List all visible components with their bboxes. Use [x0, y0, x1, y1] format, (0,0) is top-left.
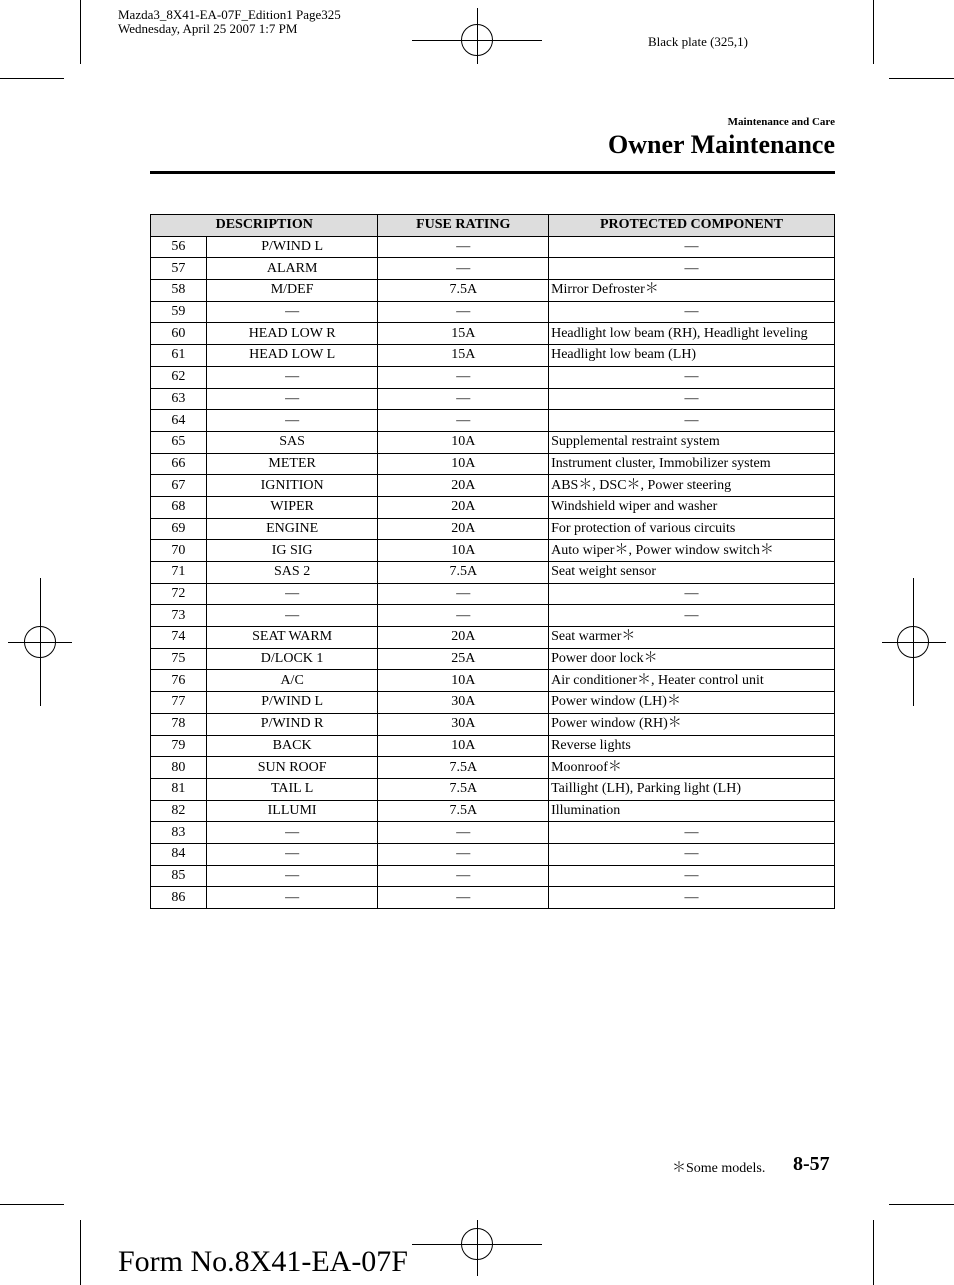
description-cell: WIPER — [206, 496, 378, 518]
fuse-table-body — [151, 236, 835, 908]
description-cell: SEAT WARM — [206, 627, 378, 649]
protected-component-cell: — — [549, 258, 835, 280]
table-row — [151, 388, 835, 410]
page-title: Owner Maintenance — [608, 130, 835, 159]
description-cell: — — [206, 410, 378, 432]
fuse-number-cell: 74 — [151, 627, 207, 649]
protected-component-cell: ABS＊, DSC＊, Power steering — [549, 475, 835, 497]
fuse-number-cell: 78 — [151, 713, 207, 735]
protected-component-cell: Seat warmer＊ — [549, 627, 835, 649]
protected-component-cell: — — [549, 410, 835, 432]
crop-mark — [0, 78, 64, 79]
fuse-number-cell: 68 — [151, 496, 207, 518]
protected-component-cell: Mirror Defroster＊ — [549, 280, 835, 302]
fuse-number-cell: 76 — [151, 670, 207, 692]
description-cell: IG SIG — [206, 540, 378, 562]
fuse-rating-cell: 10A — [378, 670, 549, 692]
protected-component-cell: — — [549, 843, 835, 865]
protected-component-cell: Supplemental restraint system — [549, 431, 835, 453]
crop-mark — [80, 0, 81, 64]
protected-component-cell: Power window (LH)＊ — [549, 692, 835, 714]
protected-component-cell: — — [549, 236, 835, 258]
table-row — [151, 496, 835, 518]
table-row — [151, 410, 835, 432]
fuse-rating-cell: 20A — [378, 627, 549, 649]
protected-component-cell: Power window (RH)＊ — [549, 713, 835, 735]
table-row — [151, 865, 835, 887]
table-row — [151, 323, 835, 345]
description-cell: — — [206, 301, 378, 323]
description-cell: A/C — [206, 670, 378, 692]
description-cell: HEAD LOW L — [206, 345, 378, 367]
protected-component-cell: — — [549, 366, 835, 388]
description-cell: M/DEF — [206, 280, 378, 302]
fuse-rating-cell: 25A — [378, 648, 549, 670]
table-row — [151, 843, 835, 865]
fuse-rating-cell: — — [378, 258, 549, 280]
protected-component-cell: — — [549, 388, 835, 410]
fuse-rating-cell: — — [378, 301, 549, 323]
title-rule — [150, 171, 835, 174]
fuse-rating-cell: 20A — [378, 475, 549, 497]
fuse-number-cell: 70 — [151, 540, 207, 562]
fuse-number-cell: 56 — [151, 236, 207, 258]
protected-component-cell: — — [549, 887, 835, 909]
table-row — [151, 562, 835, 584]
fuse-number-cell: 66 — [151, 453, 207, 475]
protected-component-cell: — — [549, 822, 835, 844]
fuse-number-cell: 73 — [151, 605, 207, 627]
footnote: ＊Some models. — [672, 1161, 766, 1176]
registration-mark — [461, 24, 493, 56]
table-row — [151, 301, 835, 323]
fuse-number-cell: 79 — [151, 735, 207, 757]
protected-component-cell: — — [549, 583, 835, 605]
fuse-rating-cell: — — [378, 366, 549, 388]
fuse-number-cell: 58 — [151, 280, 207, 302]
fuse-rating-cell: 7.5A — [378, 800, 549, 822]
table-row — [151, 236, 835, 258]
protected-component-cell: — — [549, 865, 835, 887]
table-row — [151, 757, 835, 779]
column-header-description: DESCRIPTION — [151, 215, 378, 237]
fuse-number-cell: 60 — [151, 323, 207, 345]
fuse-rating-cell: 15A — [378, 323, 549, 345]
protected-component-cell: Windshield wiper and washer — [549, 496, 835, 518]
table-header-row — [151, 215, 835, 237]
description-cell: — — [206, 388, 378, 410]
fuse-rating-cell: — — [378, 865, 549, 887]
print-meta-line-1: Mazda3_8X41-EA-07F_Edition1 Page325 — [118, 7, 341, 22]
fuse-number-cell: 61 — [151, 345, 207, 367]
fuse-number-cell: 72 — [151, 583, 207, 605]
table-row — [151, 475, 835, 497]
fuse-number-cell: 84 — [151, 843, 207, 865]
table-row — [151, 366, 835, 388]
crop-mark — [889, 1204, 954, 1205]
fuse-rating-cell: — — [378, 887, 549, 909]
column-header-protected-component: PROTECTED COMPONENT — [549, 215, 835, 237]
protected-component-cell: Illumination — [549, 800, 835, 822]
description-cell: P/WIND L — [206, 692, 378, 714]
fuse-number-cell: 57 — [151, 258, 207, 280]
fuse-rating-cell: 20A — [378, 496, 549, 518]
fuse-number-cell: 80 — [151, 757, 207, 779]
fuse-rating-cell: — — [378, 843, 549, 865]
description-cell: — — [206, 822, 378, 844]
fuse-rating-cell: — — [378, 583, 549, 605]
table-row — [151, 822, 835, 844]
protected-component-cell: Moonroof＊ — [549, 757, 835, 779]
fuse-number-cell: 82 — [151, 800, 207, 822]
fuse-rating-cell: 30A — [378, 713, 549, 735]
description-cell: METER — [206, 453, 378, 475]
fuse-rating-cell: — — [378, 388, 549, 410]
fuse-number-cell: 81 — [151, 778, 207, 800]
fuse-number-cell: 86 — [151, 887, 207, 909]
registration-mark — [24, 626, 56, 658]
table-row — [151, 518, 835, 540]
registration-mark — [461, 1228, 493, 1260]
table-row — [151, 453, 835, 475]
plate-label: Black plate (325,1) — [648, 34, 748, 49]
table-row — [151, 540, 835, 562]
table-row — [151, 345, 835, 367]
description-cell: ALARM — [206, 258, 378, 280]
registration-mark — [897, 626, 929, 658]
table-row — [151, 778, 835, 800]
protected-component-cell: — — [549, 605, 835, 627]
table-row — [151, 692, 835, 714]
page-number: 8-57 — [793, 1153, 830, 1175]
fuse-rating-cell: — — [378, 605, 549, 627]
fuse-rating-cell: — — [378, 236, 549, 258]
description-cell: TAIL L — [206, 778, 378, 800]
table-row — [151, 605, 835, 627]
table-row — [151, 583, 835, 605]
table-row — [151, 800, 835, 822]
fuse-rating-cell: 7.5A — [378, 757, 549, 779]
form-number: Form No.8X41-EA-07F — [118, 1245, 408, 1278]
table-row — [151, 670, 835, 692]
print-meta — [118, 8, 341, 36]
description-cell: — — [206, 366, 378, 388]
fuse-rating-cell: 15A — [378, 345, 549, 367]
description-cell: SAS — [206, 431, 378, 453]
description-cell: P/WIND R — [206, 713, 378, 735]
fuse-number-cell: 75 — [151, 648, 207, 670]
fuse-number-cell: 71 — [151, 562, 207, 584]
description-cell: SUN ROOF — [206, 757, 378, 779]
crop-mark — [889, 78, 954, 79]
protected-component-cell: Instrument cluster, Immobilizer system — [549, 453, 835, 475]
fuse-number-cell: 63 — [151, 388, 207, 410]
description-cell: P/WIND L — [206, 236, 378, 258]
description-cell: ILLUMI — [206, 800, 378, 822]
description-cell: — — [206, 843, 378, 865]
table-row — [151, 887, 835, 909]
fuse-rating-cell: 7.5A — [378, 562, 549, 584]
fuse-table — [150, 214, 835, 909]
protected-component-cell: Headlight low beam (LH) — [549, 345, 835, 367]
fuse-rating-cell: 10A — [378, 735, 549, 757]
protected-component-cell: Reverse lights — [549, 735, 835, 757]
description-cell: — — [206, 865, 378, 887]
fuse-number-cell: 67 — [151, 475, 207, 497]
table-row — [151, 627, 835, 649]
column-header-fuse-rating: FUSE RATING — [378, 215, 549, 237]
section-title: Maintenance and Care — [727, 116, 835, 128]
fuse-rating-cell: — — [378, 410, 549, 432]
fuse-number-cell: 65 — [151, 431, 207, 453]
fuse-rating-cell: — — [378, 822, 549, 844]
fuse-rating-cell: 7.5A — [378, 778, 549, 800]
crop-mark — [0, 1204, 64, 1205]
fuse-rating-cell: 10A — [378, 431, 549, 453]
fuse-rating-cell: 30A — [378, 692, 549, 714]
table-row — [151, 280, 835, 302]
description-cell: IGNITION — [206, 475, 378, 497]
fuse-number-cell: 64 — [151, 410, 207, 432]
protected-component-cell: Power door lock＊ — [549, 648, 835, 670]
protected-component-cell: Seat weight sensor — [549, 562, 835, 584]
fuse-number-cell: 69 — [151, 518, 207, 540]
fuse-rating-cell: 7.5A — [378, 280, 549, 302]
fuse-number-cell: 77 — [151, 692, 207, 714]
description-cell: BACK — [206, 735, 378, 757]
crop-mark — [873, 1220, 874, 1285]
description-cell: D/LOCK 1 — [206, 648, 378, 670]
crop-mark — [80, 1220, 81, 1285]
fuse-rating-cell: 10A — [378, 540, 549, 562]
table-row — [151, 648, 835, 670]
fuse-number-cell: 85 — [151, 865, 207, 887]
fuse-number-cell: 59 — [151, 301, 207, 323]
fuse-rating-cell: 20A — [378, 518, 549, 540]
fuse-number-cell: 62 — [151, 366, 207, 388]
description-cell: — — [206, 887, 378, 909]
description-cell: ENGINE — [206, 518, 378, 540]
print-meta-line-2: Wednesday, April 25 2007 1:7 PM — [118, 21, 298, 36]
description-cell: HEAD LOW R — [206, 323, 378, 345]
protected-component-cell: Auto wiper＊, Power window switch＊ — [549, 540, 835, 562]
protected-component-cell: Headlight low beam (RH), Headlight leveling — [549, 323, 835, 345]
table-row — [151, 735, 835, 757]
crop-mark — [873, 0, 874, 64]
fuse-rating-cell: 10A — [378, 453, 549, 475]
protected-component-cell: — — [549, 301, 835, 323]
description-cell: SAS 2 — [206, 562, 378, 584]
description-cell: — — [206, 583, 378, 605]
protected-component-cell: Air conditioner＊, Heater control unit — [549, 670, 835, 692]
fuse-number-cell: 83 — [151, 822, 207, 844]
table-row — [151, 258, 835, 280]
table-row — [151, 431, 835, 453]
description-cell: — — [206, 605, 378, 627]
protected-component-cell: Taillight (LH), Parking light (LH) — [549, 778, 835, 800]
protected-component-cell: For protection of various circuits — [549, 518, 835, 540]
table-row — [151, 713, 835, 735]
